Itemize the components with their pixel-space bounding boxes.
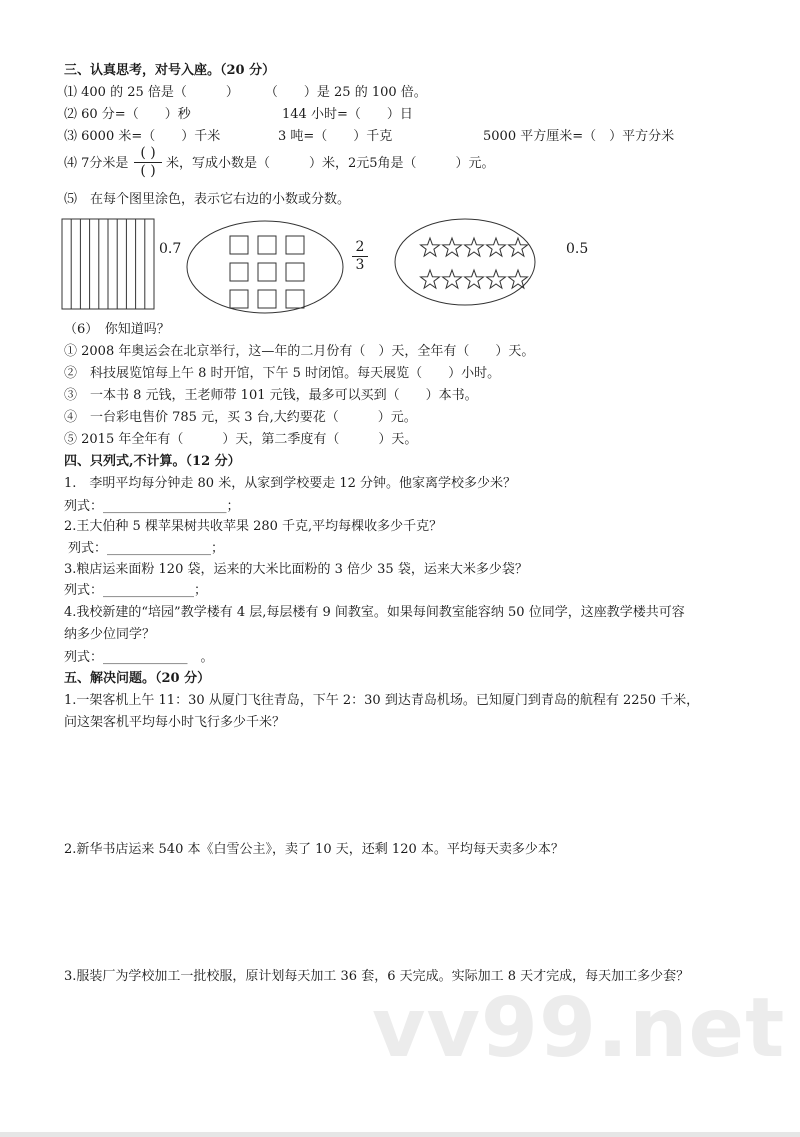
question-4-4-line-1: 4.我校新建的“培园”教学楼有 4 层,每层楼有 9 间教室。如果每间教室能容纳 50 位同学，这座教学楼共可容 xyxy=(64,605,685,620)
figure-label-decimal-2: 0.5 xyxy=(566,241,589,257)
question-3-2b: 144 小时=（ ）日 xyxy=(282,107,413,122)
coloring-figures xyxy=(60,217,580,317)
section-3-heading: 三、认真思考，对号入座。（20 分） xyxy=(64,63,276,78)
question-3-6-title: （6） 你知道吗？ xyxy=(64,322,170,337)
question-5-1-line-1: 1.一架客机上午 11：30 从厦门飞往青岛，下午 2：30 到达青岛机场。已知厦门到青岛的航程有 2250 千米， xyxy=(64,693,700,708)
answer-line-4-2: 列式：________________； xyxy=(68,541,225,556)
ellipse-with-stars xyxy=(395,219,535,305)
blank-fraction xyxy=(134,146,162,179)
answer-line-4-3: 列式：______________； xyxy=(64,583,208,598)
question-3-6-item: ④ 一台彩电售价 785 元，买 3 台,大约要花（ ）元。 xyxy=(64,410,417,425)
question-5-2: 2.新华书店运来 540 本《白雪公主》，卖了 10 天，还剩 120 本。平均每天卖多少本？ xyxy=(64,842,564,857)
watermark: vv99.net xyxy=(372,981,786,1076)
fraction-denominator: ( ) xyxy=(140,163,156,179)
question-4-1: 1. 李明平均每分钟走 80 米，从家到学校要走 12 分钟。他家离学校多少米？ xyxy=(64,476,517,491)
section-4-heading: 四、只列式,不计算。（12 分） xyxy=(64,454,241,469)
question-3-6-item: ⑤ 2015 年全年有（ ）天，第二季度有（ ）天。 xyxy=(64,432,418,447)
fraction-numerator: ( ) xyxy=(140,145,156,161)
fraction-3-denominator: 3 xyxy=(355,257,365,273)
question-3-2a: ⑵ 60 分=（ ）秒 xyxy=(64,107,191,122)
ellipse-with-squares xyxy=(187,221,343,313)
question-3-3c: 5000 平方厘米=（ ）平方分米 xyxy=(483,129,675,144)
question-3-4-post: 米，写成小数是（ ）米，2元5角是（ ）元。 xyxy=(166,156,495,171)
question-3-3b: 3 吨=（ ）千克 xyxy=(278,129,393,144)
question-3-4-pre: ⑷ 7分米是 xyxy=(64,156,129,171)
question-5-3: 3.服装厂为学校加工一批校服，原计划每天加工 36 套，6 天完成。实际加工 8 天才完成，每天加工多少套？ xyxy=(64,969,690,984)
striped-rectangle xyxy=(62,219,154,309)
question-3-1: ⑴ 400 的 25 倍是（ ） （ ）是 25 的 100 倍。 xyxy=(64,85,427,100)
question-4-2: 2.王大伯种 5 棵苹果树共收苹果 280 千克,平均每棵收多少千克？ xyxy=(64,519,443,534)
question-3-6-item: ③ 一本书 8 元钱，王老师带 101 元钱，最多可以买到（ ）本书。 xyxy=(64,388,478,403)
fraction-2-numerator: 2 xyxy=(355,239,365,255)
page-bottom-edge xyxy=(0,1132,800,1137)
question-3-6-item: ① 2008 年奥运会在北京举行，这—年的二月份有（ ）天，全年有（ ）天。 xyxy=(64,344,535,359)
question-3-6-item: ② 科技展览馆每上午 8 时开馆，下午 5 时闭馆。每天展览（ ）小时。 xyxy=(64,366,501,381)
question-4-3: 3.粮店运来面粉 120 袋，运来的大米比面粉的 3 倍少 35 袋，运来大米多少袋？ xyxy=(64,562,528,577)
answer-line-4-4: 列式：_____________ 。 xyxy=(64,650,214,665)
section-5-heading: 五、解决问题。（20 分） xyxy=(64,671,211,686)
question-3-5: ⑸ 在每个图里涂色，表示它右边的小数或分数。 xyxy=(64,192,351,207)
answer-line-4-1: 列式：___________________； xyxy=(64,499,240,514)
figure-label-decimal: 0.7 xyxy=(159,241,182,257)
question-4-4-line-2: 纳多少位同学？ xyxy=(64,627,156,642)
question-3-3a: ⑶ 6000 米=（ ）千米 xyxy=(64,129,221,144)
figure-label-fraction xyxy=(352,240,368,273)
question-5-1-line-2: 问这架客机平均每小时飞行多少千米？ xyxy=(64,715,286,730)
